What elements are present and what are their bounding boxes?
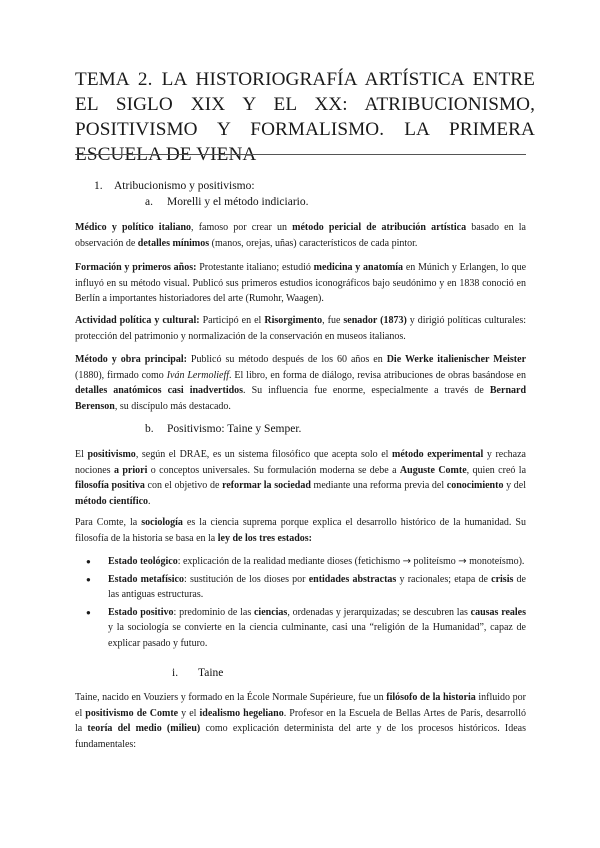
paragraph-positivismo: El positivismo, según el DRAE, es un sistema filosófico que acepta solo el método experimental y rechaza nociones a priori o conceptos universales. Su formulación moderna se debe a Auguste Comte, quien creó la filosofía positiva con el objetivo de reformar la sociedad mediante una reforma previa del conocimiento y del método científico. bbox=[75, 449, 527, 507]
section-number: 1. bbox=[94, 180, 103, 192]
arrow-right-icon: → bbox=[458, 556, 467, 567]
tres-estados-list bbox=[75, 554, 526, 653]
subsection-number: a. bbox=[145, 196, 153, 208]
subsection-label: Positivismo: Taine y Semper. bbox=[167, 423, 302, 435]
section-heading-1 bbox=[94, 180, 255, 192]
subsection-label: Taine bbox=[198, 667, 224, 679]
section-label: Atribucionismo y positivismo: bbox=[114, 180, 255, 192]
title-divider bbox=[75, 154, 526, 155]
paragraph-actividad-politica: Actividad política y cultural: Participó en el Risorgimento, fue senador (1873) y dirigió políticas culturales: protección del patrimonio y normalización de la conservación en museos italianos. bbox=[75, 315, 526, 342]
subsection-heading-a bbox=[145, 196, 308, 208]
paragraph-comte-sociologia: Para Comte, la sociología es la ciencia suprema porque explica el desarrollo histórico de la humanidad. Su filosofía de la historia se basa en la ley de los tres estados: bbox=[75, 517, 526, 544]
subsection-number: b. bbox=[145, 423, 154, 435]
subsection-heading-i bbox=[172, 667, 223, 679]
paragraph-morelli-intro: Médico y político italiano, famoso por crear un método pericial de atribución artística basado en la observación de detalles mínimos (manos, orejas, uñas) característicos de cada pintor. bbox=[75, 222, 526, 249]
list-item: ● Estado positivo: predominio de las ciencias, ordenadas y jerarquizadas; se descubren las causas reales y la sociología se convierte en la ciencia culminante, casi una “religión de la Humanidad”, capaz de explicar pasado y futuro. bbox=[75, 605, 526, 652]
page-title: TEMA 2. LA HISTORIOGRAFÍA ARTÍSTICA ENTRE EL SIGLO XIX Y EL XX: ATRIBUCIONISMO, POSITIVISMO Y FORMALISMO. LA PRIMERA ESCUELA DE VIENA bbox=[75, 69, 535, 165]
list-item: ● Estado metafísico: sustitución de los dioses por entidades abstractas y racionales; etapa de crisis de las antiguas estructuras. bbox=[75, 572, 526, 603]
subsection-number: i. bbox=[172, 667, 179, 679]
paragraph-taine: Taine, nacido en Vouziers y formado en la École Normale Supérieure, fue un filósofo de la historia influido por el positivismo de Comte y el idealismo hegeliano. Profesor en la Escuela de Bellas Artes de París, desarrolló la teoría del medio (milieu) como explicación determinista del arte y de los procesos históricos. Ideas fundamentales: bbox=[75, 692, 527, 750]
subsection-label: Morelli y el método indiciario. bbox=[167, 196, 309, 208]
paragraph-metodo-obra: Método y obra principal: Publicó su método después de los 60 años en Die Werke italienischer Meister (1880), firmado como Iván Lermolieff. El libro, en forma de diálogo, revisa atribuciones de obras basándose en detalles anatómicos casi inadvertidos. Su influencia fue enorme, especialmente a través de Bernard Berenson, su discípulo más destacado. bbox=[75, 354, 527, 412]
arrow-right-icon: → bbox=[402, 556, 412, 567]
list-item: ● Estado teológico: explicación de la realidad mediante dioses (fetichismo → politeísmo → monoteísmo). bbox=[75, 554, 526, 570]
paragraph-formacion: Formación y primeros años: Protestante italiano; estudió medicina y anatomía en Múnich y Erlangen, lo que influyó en su método visual. Publicó sus primeros estudios iconográficos bajo seudónimo y en 1838 conoció en Berlín a importantes historiadores del arte (Rumohr, Waagen). bbox=[75, 262, 527, 304]
subsection-heading-b bbox=[145, 423, 301, 435]
